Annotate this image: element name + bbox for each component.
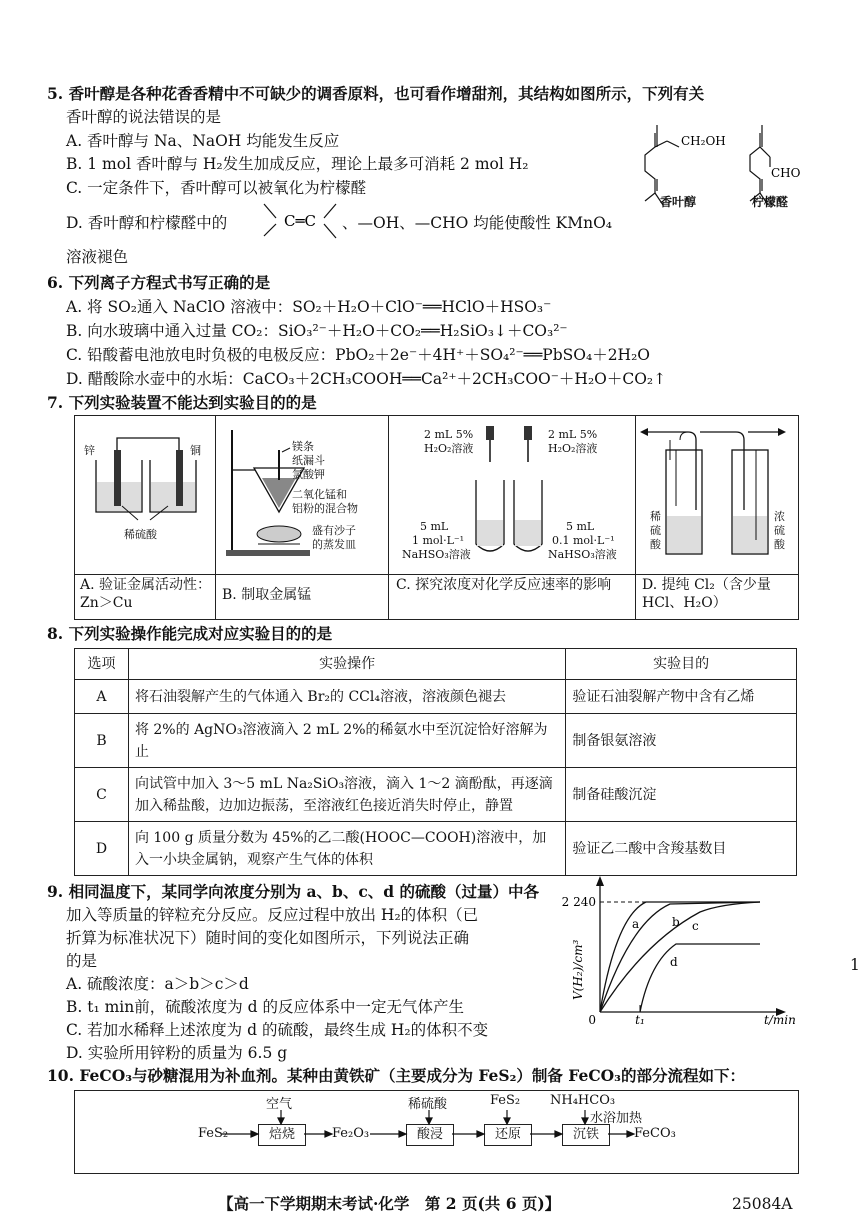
series-a-line [600,902,760,1012]
x-tick-0: 0 [588,1013,596,1027]
row-op: 将石油裂解产生的气体通入 Br₂的 CCl₄溶液，溶液颜色褪去 [128,680,565,714]
q5-stem-2: 香叶醇的说法错误的是 [66,108,222,126]
q5-stem: 5. 香叶醇是各种花香香精中不可缺少的调香原料，也可看作增甜剂，其结构如图所示，下列有关 [47,84,705,103]
header-operation: 实验操作 [128,649,565,680]
x-axis-label: t/min [764,1013,796,1027]
q8-stem: 8. 下列实验操作能完成对应实验目的的是 [47,624,333,643]
series-d-line [640,944,760,1012]
flow-input-air: 空气 [266,1097,293,1112]
series-d-label: d [670,955,678,969]
q6-option-d: D. 醋酸除水壶中的水垢：CaCO₃＋2CH₃COOH══Ca²⁺＋2CH₃COO⁻＋H₂O＋CO₂↑ [66,370,667,388]
q9-option-a: A. 硫酸浓度：a＞b＞c＞d [66,975,249,993]
row-op: 将 2%的 AgNO₃溶液滴入 2 mL 2%的稀氨水中至沉淀恰好溶解为止 [128,714,565,768]
q6-stem: 6. 下列离子方程式书写正确的是 [47,273,271,292]
apparatus-a-galvanic-cell [78,420,212,570]
series-b-line [600,902,760,1012]
series-c-line [600,902,760,1012]
flow-mid-fe2o3: Fe₂O₃ [332,1126,370,1141]
cc-double-bond-structure [260,200,340,244]
q9-volume-time-chart [560,872,800,1028]
flow-step-precipitate: 沉铁 [562,1124,610,1146]
row-opt: B [75,714,129,768]
d-left-1: 硫 [650,524,661,537]
b-label-5: 盛有沙子 [312,524,356,537]
table-row [75,714,797,768]
series-c-label: c [692,919,699,933]
c-rt1: 2 mL 5% [548,428,598,441]
c-lb1: 5 mL [420,520,449,533]
geraniol-label: 香叶醇 [660,195,697,209]
q5-option-d-2: 、—OH、—CHO 均能使酸性 KMnO₄ [342,214,613,232]
b-label-0: 镁条 [292,440,314,453]
q10-stem: 10. FeCO₃与砂糖混用为补血剂。某种由黄铁矿（主要成分为 FeS₂）制备 FeCO₃的部分流程如下： [47,1066,745,1085]
q5-option-d-3: 溶液褪色 [66,248,129,266]
q9-option-d: D. 实验所用锌粉的质量为 6.5 g [66,1044,288,1062]
d-right-2: 酸 [774,538,785,551]
b-label-1: 纸漏斗 [292,454,325,467]
caption-a: A. 验证金属活动性：Zn＞Cu [80,577,212,611]
q5-option-d: D. 香叶醇和柠檬醛中的 [66,214,228,232]
q8-operations-table [74,648,797,876]
table-row [75,768,797,822]
table-row [75,680,797,714]
row-op: 向 100 g 质量分数为 45%的乙二酸(HOOC—COOH)溶液中，加入一小块金属钠，观察产生气体的体积 [128,822,565,876]
row-opt: A [75,680,129,714]
d-right-1: 硫 [774,524,785,537]
d-left-0: 稀 [650,510,661,523]
q6-option-c: C. 铅酸蓄电池放电时负极的电极反应：PbO₂＋2e⁻＋4H⁺＋SO₄²⁻══PbSO₄＋2H₂O [66,346,650,364]
row-goal: 制备硅酸沉淀 [566,768,797,822]
table-row [75,822,797,876]
q9-stem-1: 9. 相同温度下，某同学向浓度分别为 a、b、c、d 的硫酸（过量）中各 [47,882,540,901]
row-opt: D [75,822,129,876]
q9-option-b: B. t₁ min前，硫酸浓度为 d 的反应体系中一定无气体产生 [66,998,465,1016]
q9-stem-3: 折算为标准状况下）随时间的变化如图所示，下列说法正确 [66,929,470,947]
label-dilute-h2so4: 稀硫酸 [124,528,157,541]
ch2oh-label: CH₂OH [681,134,726,148]
row-op: 向试管中加入 3～5 mL Na₂SiO₃溶液，滴入 1～2 滴酚酞，再逐滴加入稀盐酸，边加边振荡，至溶液红色接近消失时停止，静置 [128,768,565,822]
margin-mark: 1 [850,956,860,974]
flow-step-reduce: 还原 [484,1124,532,1146]
q9-stem-2: 加入等质量的锌粒充分反应。反应过程中放出 H₂的体积（已 [66,906,479,924]
b-label-3: 二氧化锰和 [292,488,347,501]
cho-label: CHO [771,166,801,180]
flow-input-nh4hco3: NH₄HCO₃ [550,1093,616,1108]
label-copper: 铜 [190,444,201,457]
x-tick-t1: t₁ [635,1013,645,1027]
q5-option-c: C. 一定条件下，香叶醇可以被氧化为柠檬醛 [66,179,367,197]
flow-step-acid-leach: 酸浸 [406,1124,454,1146]
flow-step-roast: 焙烧 [258,1124,306,1146]
c-lt2: H₂O₂溶液 [424,442,474,455]
table-header-row [75,649,797,680]
flow-arrows [74,1090,797,1172]
flow-start: FeS₂ [198,1126,229,1141]
c-rb3: NaHSO₃溶液 [548,548,617,561]
c-rb2: 0.1 mol·L⁻¹ [552,534,615,547]
y-axis-label: V(H₂)/cm³ [571,939,585,1000]
c-lb2: 1 mol·L⁻¹ [412,534,465,547]
c-rt2: H₂O₂溶液 [548,442,598,455]
q5-option-b: B. 1 mol 香叶醇与 H₂发生加成反应，理论上最多可消耗 2 mol H₂ [66,155,529,173]
b-label-4: 铝粉的混合物 [292,502,358,515]
d-right-0: 浓 [774,510,785,523]
caption-d: D. 提纯 Cl₂（含少量 HCl、H₂O） [642,577,771,611]
caption-c: C. 探究浓度对化学反应速率的影响 [396,577,612,593]
row-goal: 制备银氨溶液 [566,714,797,768]
series-b-label: b [672,915,680,929]
citral-label: 柠檬醛 [752,195,789,209]
cc-label: C═C [284,212,316,230]
flow-input-fes2: FeS₂ [490,1093,521,1108]
row-goal: 验证乙二酸中含羧基数目 [566,822,797,876]
flow-input-acid: 稀硫酸 [408,1097,448,1112]
footer-code: 25084A [732,1195,793,1213]
c-rb1: 5 mL [566,520,595,533]
q9-stem-4: 的是 [66,952,98,970]
caption-b: B. 制取金属锰 [222,587,312,603]
row-opt: C [75,768,129,822]
row-goal: 验证石油裂解产物中含有乙烯 [566,680,797,714]
q7-stem: 7. 下列实验装置不能达到实验目的的是 [47,393,317,412]
q9-option-c: C. 若加水稀释上述浓度为 d 的硫酸，最终生成 H₂的体积不变 [66,1021,489,1039]
q6-option-b: B. 向水玻璃中通入过量 CO₂：SiO₃²⁻＋H₂O＋CO₂══H₂SiO₃↓＋CO₃²⁻ [66,322,568,340]
q5-option-a: A. 香叶醇与 Na、NaOH 均能发生反应 [66,132,340,150]
y-tick-label: 2 240 [561,895,596,909]
q6-option-a: A. 将 SO₂通入 NaClO 溶液中：SO₂＋H₂O＋ClO⁻══HClO＋HSO₃⁻ [66,298,552,316]
flow-condition: 水浴加热 [590,1111,643,1126]
header-goal: 实验目的 [566,649,797,680]
series-a-label: a [632,917,640,931]
footer-text: 【高一下学期期末考试·化学 第 2 页(共 6 页)】 [218,1194,561,1213]
flow-end: FeCO₃ [634,1126,676,1141]
b-label-2: 氯酸钾 [292,468,325,481]
c-lb3: NaHSO₃溶液 [402,548,471,561]
d-left-2: 酸 [650,538,661,551]
c-lt1: 2 mL 5% [424,428,474,441]
label-zinc: 锌 [84,444,95,457]
b-label-6: 的蒸发皿 [312,538,356,551]
header-option: 选项 [75,649,129,680]
